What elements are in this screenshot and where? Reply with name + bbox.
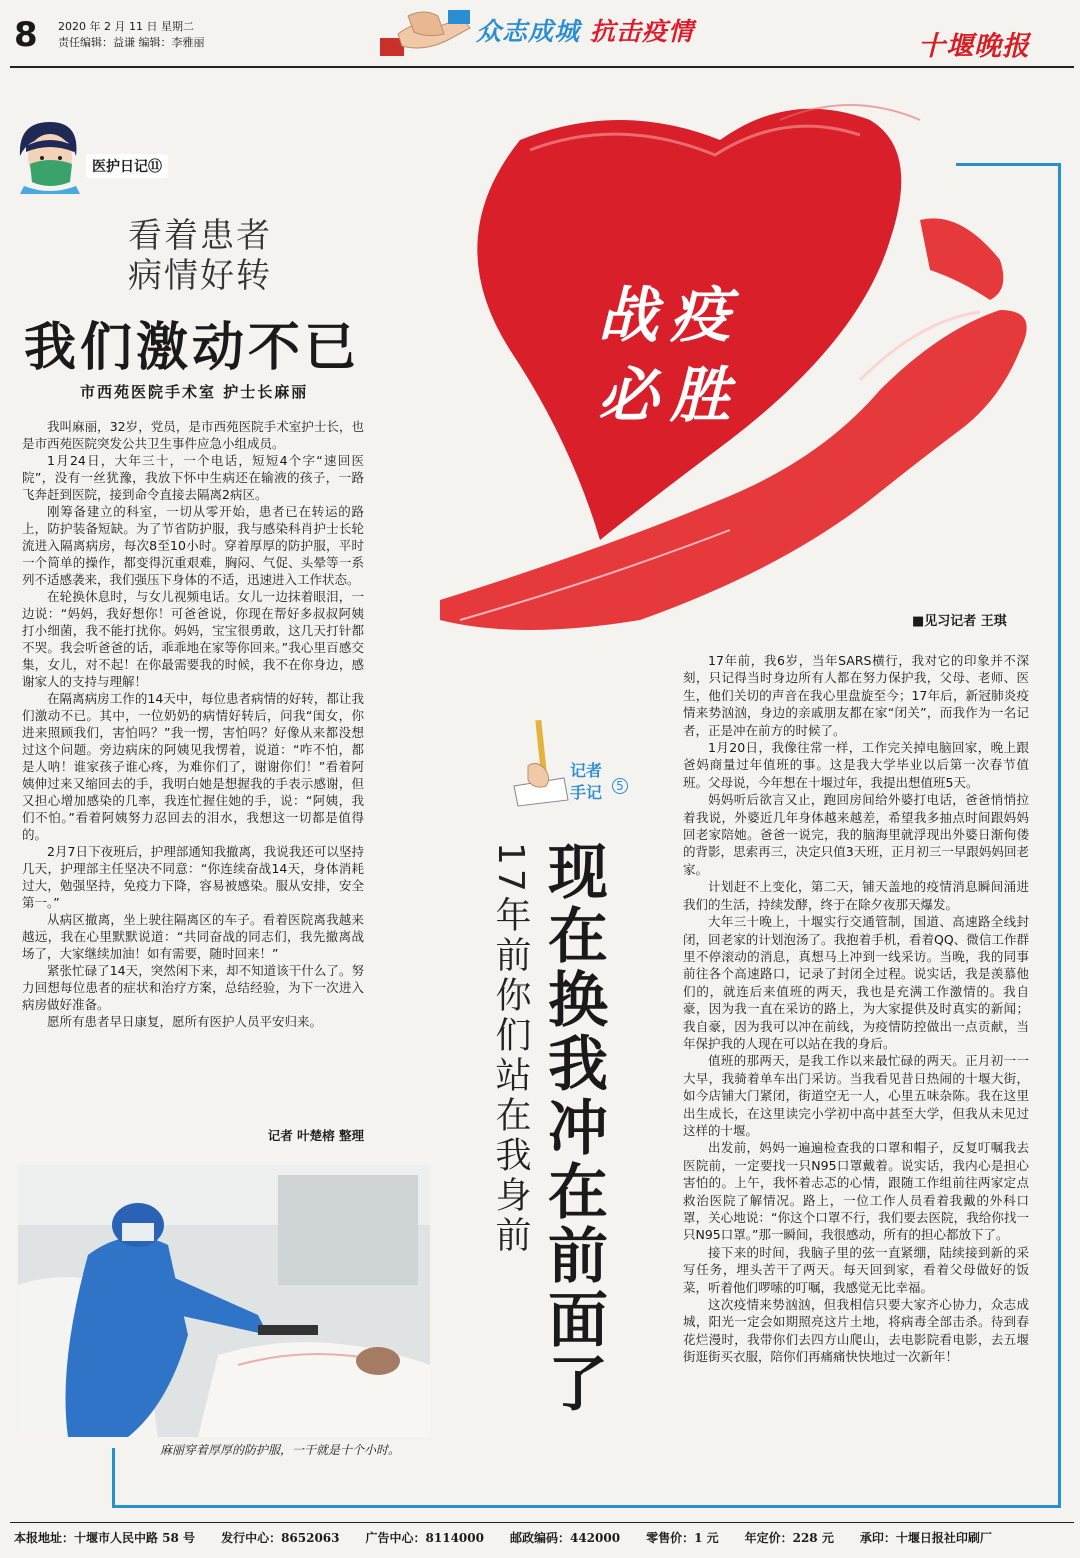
reporter-notes-tag <box>570 760 614 804</box>
compiler-note: 记者 叶楚榕 整理 <box>267 1128 364 1143</box>
nurse-avatar-icon <box>14 116 84 194</box>
paragraph: 刚筹备建立的科室，一切从零开始，患者已在转运的路上，防护装备短缺。为了节省防护服，我与感染科肖护士长轮流进入隔离病房，每次8至10小时。穿着厚厚的防护服，平时一个简单的操作，都变得沉重艰难，胸闷、气促、头晕等一系列不适感袭来，我们强压下身体的不适，迅速进入工作状态。 <box>22 504 364 587</box>
paragraph: 大年三十晚上，十堰实行交通管制，国道、高速路全线封闭，回老家的计划泡汤了。我抱着手机，看着QQ、微信工作群里不停滚动的消息，真想马上冲到一线采访。当晚，我的同事前往各个高速路口，记录了封闭全过程。说实话，我是羡慕他们的，就连后来值班的两天，我也是充满工作激情的。我自豪，因为我一直在采访的路上，为大家提供及时真实的新闻；我自豪，因为我可以冲在前线，为疫情防控做出一点贡献，当年保护我的人现在可以站在我的身后。 <box>683 914 1029 1051</box>
banner-part2: 抗击疫情 <box>590 17 695 46</box>
tag-line-2: 手记 <box>570 783 603 802</box>
frame-right <box>1058 163 1061 1508</box>
tag-line-1: 记者 <box>570 761 603 780</box>
frame-top <box>956 163 1061 166</box>
paragraph: 出发前，妈妈一遍遍检查我的口罩和帽子，反复叮嘱我去医院前，一定要找一只N95口罩戴着。说实话，我内心是担心害怕的。上午，我怀着忐忑的心情，跟随工作组前往两家定点救治医院了解情况。路上，一位工作人员看着我戴的外科口罩，关心地说：“你这个口罩不行，我们要去医院，我给你找一只N95口罩。”那一瞬间，我很感动，所有的担心都放下了。 <box>683 1140 1029 1243</box>
page-number: 8 <box>14 15 38 55</box>
banner-part1: 众志成城 <box>476 17 581 46</box>
paragraph: 2月7日下夜班后，护理部通知我撤离，我说我还可以坚持几天，护理部主任坚决不同意：“你连续奋战14天，身体消耗过大，勉强坚持，免疫力下降，容易被感染。服从安排，安全第一。” <box>22 844 364 910</box>
series-number-badge: 5 <box>612 778 628 794</box>
frame-bottom <box>112 1505 1061 1508</box>
footer-retail-price: 零售价：1 元 <box>646 1531 719 1545</box>
handshake-icon <box>378 4 474 62</box>
slogan-char: 胜 <box>670 361 730 431</box>
paragraph: 我叫麻丽，32岁，党员，是市西苑医院手术室护士长，也是市西苑医院突发公共卫生事件应急小组成员。 <box>22 419 364 451</box>
paragraph: 接下来的时间，我脑子里的弦一直紧绷，陆续接到新的采写任务，埋头苦干了两天。每天回到家，看着父母做好的饭菜，听着他们啰嗦的叮嘱，我感觉无比幸福。 <box>683 1244 1029 1295</box>
paragraph: 计划赶不上变化，第二天，铺天盖地的疫情消息瞬间涌进我们的生活，持续发酵，终于在除夕夜那天爆发。 <box>683 879 1029 912</box>
paragraph: 这次疫情来势汹汹，但我相信只要大家齐心协力，众志成城，阳光一定会如期照亮这片土地，将病毒全部击杀。待到春花烂漫时，我带你们去四方山爬山，去电影院看电影，去五堰街逛街买衣服，陪你们再痛痛快快地过一次新年！ <box>683 1297 1029 1365</box>
nurse-photo <box>18 1165 430 1437</box>
footer-printer: 承印：十堰日报社印刷厂 <box>859 1531 992 1545</box>
article-title: 我们激动不已 <box>24 317 361 378</box>
paragraph: 妈妈听后欲言又止，跑回房间给外婆打电话，爸爸悄悄拉着我说，外婆近几年身体越来越差，希望我多抽点时间跟妈妈回老家陪她。爸爸一说完，我的脑海里就浮现出外婆日渐佝偻的背影，思索再三，决定只值3天班，正月初三一早跟妈妈回老家。 <box>683 792 1029 877</box>
paragraph: 在隔离病房工作的14天中，每位患者病情的好转，都让我们激动不已。其中，一位奶奶的病情好转后，问我“闺女，你进来照顾我们，害怕吗？”我一愣，害怕吗？好像从来都没想过这个问题。旁边病床的阿姨见我愣着，说道：“咋不怕，都是人呐！谁家孩子谁心疼，为难你们了，谢谢你们！”看着阿姨伸过来又缩回去的手，我明白她是想握我的手表示感谢，但又担心增加感染的几率，我连忙握住她的手，说：“阿姨，我们不怕。”看着阿姨努力忍回去的泪水，我想这一切都是值得的。 <box>22 691 364 842</box>
column-tag: 医护日记⑪ <box>86 154 168 178</box>
footer-address: 本报地址：十堰市人民中路 58 号 <box>14 1531 196 1545</box>
frame-left <box>112 1448 115 1508</box>
header-rule <box>10 66 1074 68</box>
slogan-char: 战 <box>598 281 658 351</box>
paragraph: 值班的那两天，是我工作以来最忙碌的两天。正月初一一大早，我骑着单车出门采访。当我看见昔日热闹的十堰大街，如今店铺大门紧闭，街道空无一人，心里五味杂陈。我在这里出生成长，在这里读完小学初中高中甚至大学，但我从未见过这样的十堰。 <box>683 1053 1029 1138</box>
paragraph: 1月20日，我像往常一样，工作完关掉电脑回家，晚上跟爸妈商量过年值班的事。这是我大学毕业以后第一次春节值班。父母说，今年想在十堰过年，我提出想值班5天。 <box>683 740 1029 790</box>
slogan-char: 必 <box>598 361 658 431</box>
newspaper-brand: 十堰晚报 <box>918 31 1030 62</box>
photo-credit: ■见习记者 王琪 <box>912 614 1007 629</box>
issue-date: 2020 年 2 月 11 日 星期二 <box>58 20 194 33</box>
pen-paper-icon <box>508 716 572 808</box>
footer-ad: 广告中心：8114000 <box>365 1531 484 1545</box>
article-byline: 市西苑医院手术室 护士长麻丽 <box>80 383 309 401</box>
diary-body <box>22 418 364 1030</box>
paragraph: 17年前，我6岁，当年SARS横行，我对它的印象并不深刻，只记得当时身边所有人都在努力保护我，父母、老师、医生，他们关切的声音在我心里盘旋至今；17年后，新冠肺炎疫情来势汹汹，身边的亲戚朋友都在家“闭关”，而我作为一名记者，正是冲在前方的时候了。 <box>683 653 1029 738</box>
paragraph: 1月24日，大年三十，一个电话，短短4个字“速回医院”，没有一丝犹豫，我放下怀中生病还在输液的孩子，一路飞奔赶到医院，接到命令直接去隔离2病区。 <box>22 453 364 502</box>
footer-postal: 邮政编码：442000 <box>509 1531 621 1545</box>
photo-caption: 麻丽穿着厚厚的防护服，一干就是十个小时。 <box>160 1443 401 1457</box>
footer-distribution: 发行中心：8652063 <box>221 1531 340 1545</box>
reporter-subtitle: 17年前你们站在我身前 <box>490 842 531 1256</box>
editors-line: 责任编辑：益谦 编辑：李雅丽 <box>58 36 205 49</box>
paragraph: 从病区撤离，坐上驶往隔离区的车子。看着医院离我越来越远，我在心里默默说道：“共同奋战的同志们，我先撤离战场了，大家继续加油！如有需要，随时回来！” <box>22 912 364 961</box>
slogan-char: 疫 <box>670 281 730 351</box>
reporter-title: 现在换我冲在前面了 <box>538 840 608 1416</box>
section-banner <box>476 12 694 48</box>
paragraph: 愿所有患者早日康复，愿所有医护人员平安归来。 <box>47 1014 323 1029</box>
footer-info <box>14 1529 1074 1546</box>
subtitle-line-2: 病情好转 <box>128 256 272 296</box>
reporter-body <box>683 652 1029 1366</box>
footer-annual-price: 年定价：228 元 <box>744 1531 834 1545</box>
paragraph: 在轮换休息时，与女儿视频电话。女儿一边抹着眼泪，一边说：“妈妈，我好想你！可爸爸说，你现在帮好多叔叔阿姨打小细菌，我不能打扰你。妈妈，宝宝很勇敢，这几天打针都不哭。我会听爸爸的话，乖乖地在家等你回来。”我心里百感交集，女儿，对不起！在你最需要我的时候，我不在你身边，感谢家人的支持与理解！ <box>22 589 364 689</box>
footer-rule <box>10 1522 1074 1523</box>
subtitle-line-1: 看着患者 <box>128 216 272 256</box>
paragraph: 紧张忙碌了14天，突然闲下来，却不知道该干什么了。努力回想每位患者的症状和治疗方案，总结经验，为下一次进入病房做好准备。 <box>22 963 364 1012</box>
